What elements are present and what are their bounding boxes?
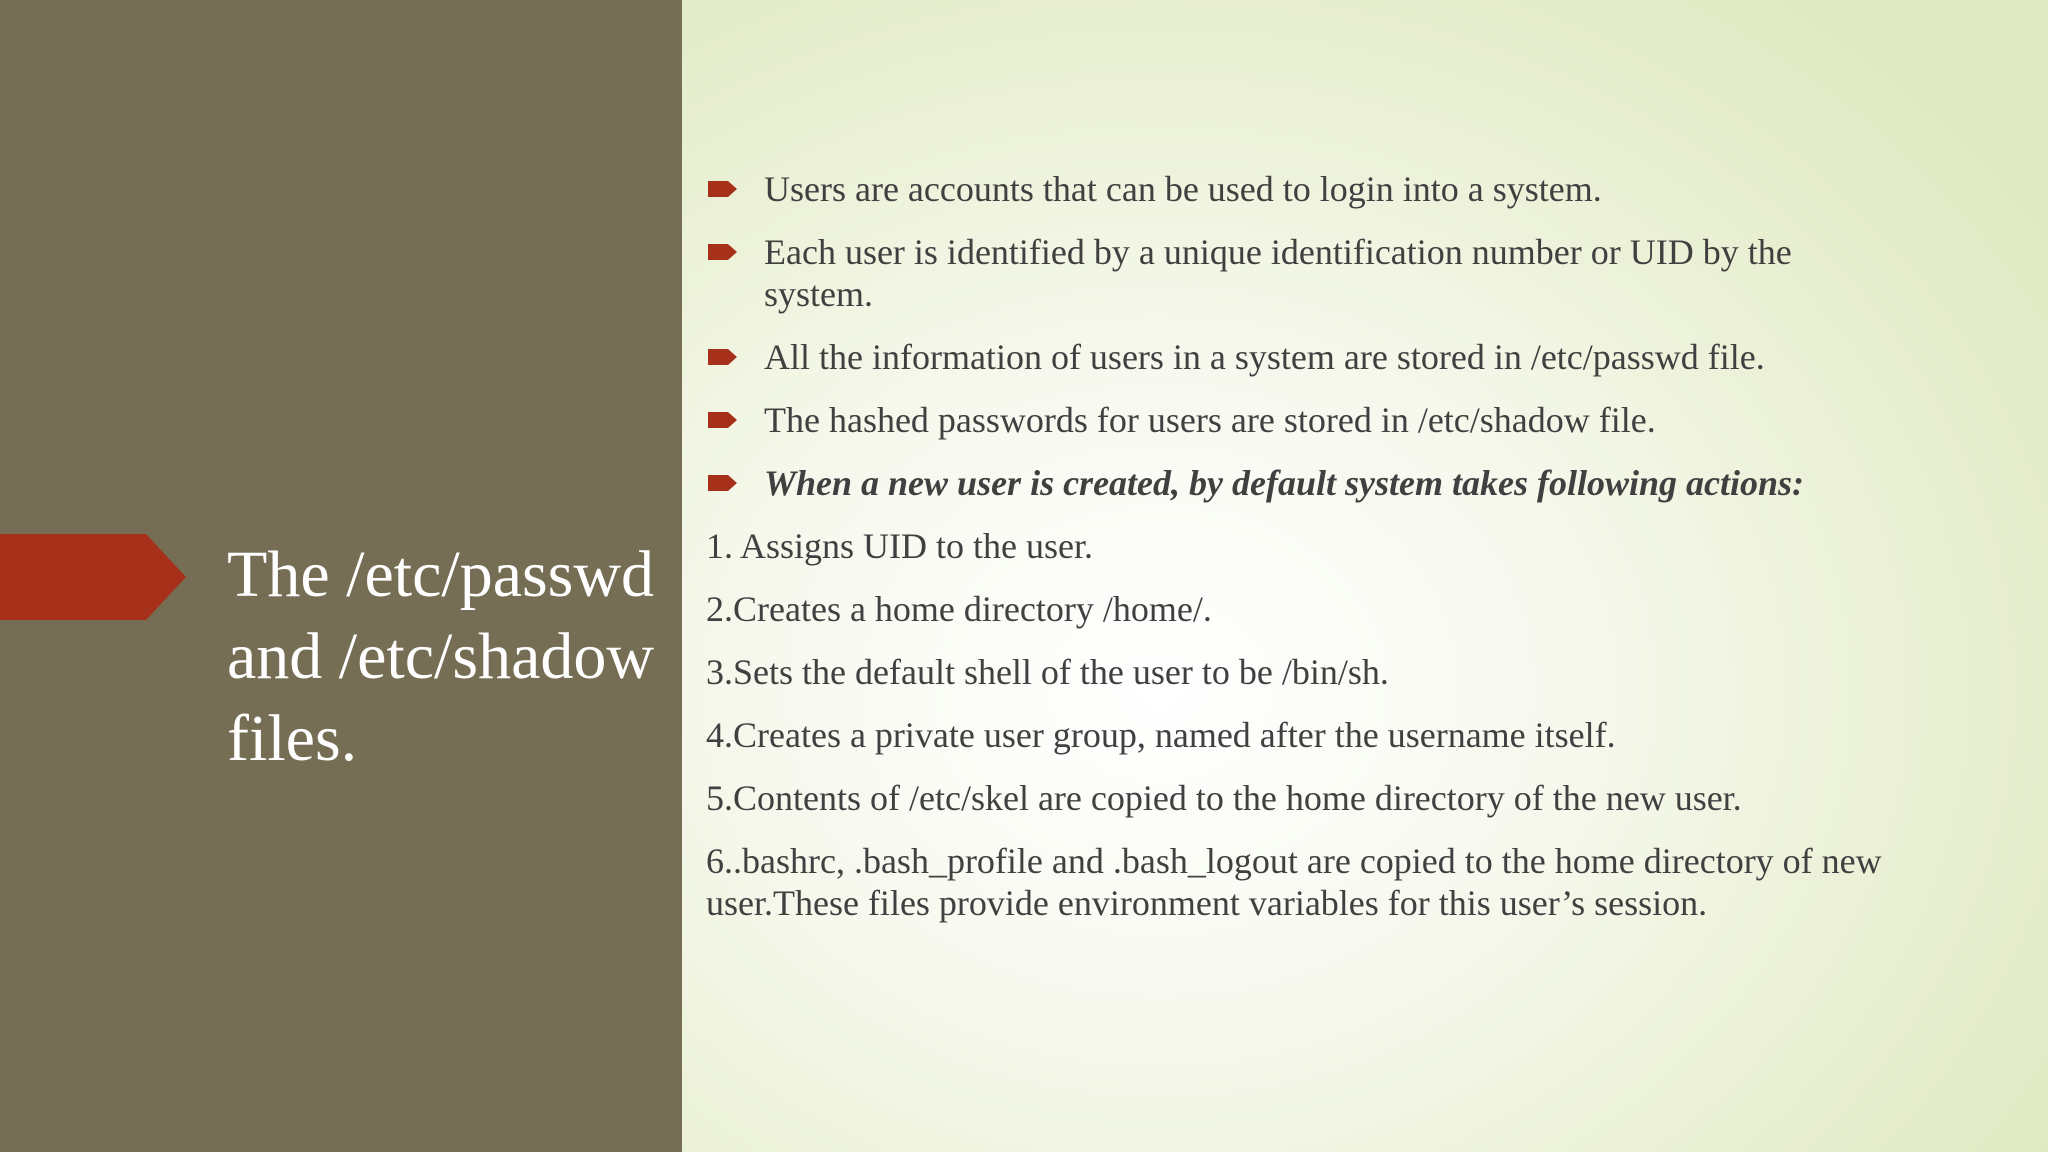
bullet-text-emphasized: When a new user is created, by default system takes following actions:: [764, 463, 1804, 503]
bullet-item-5: [706, 462, 1906, 504]
step-list: [706, 525, 1906, 924]
arrow-bullet-icon: [708, 474, 738, 492]
arrow-bullet-icon: [708, 180, 738, 198]
step-item-3: 3.Sets the default shell of the user to be /bin/sh.: [706, 652, 1389, 692]
step-item-6: 6..bashrc, .bash_profile and .bash_logout are copied to the home directory of new user.These files provide environment variables for this user’s session.: [706, 841, 1882, 923]
bullet-text: The hashed passwords for users are stored in /etc/shadow file.: [764, 400, 1656, 440]
step-item-2: 2.Creates a home directory /home/.: [706, 589, 1212, 629]
bullet-item-2: [706, 231, 1906, 315]
title-panel: [0, 0, 682, 1152]
step-item-1: 1. Assigns UID to the user.: [706, 526, 1093, 566]
bullet-item-4: [706, 399, 1906, 441]
arrow-bullet-icon: [708, 411, 738, 429]
arrow-bullet-icon: [708, 243, 738, 261]
bullet-item-3: [706, 336, 1906, 378]
bullet-text: Users are accounts that can be used to login into a system.: [764, 169, 1602, 209]
bullet-text: Each user is identified by a unique identification number or UID by the system.: [764, 232, 1792, 314]
pentagon-arrow-icon: [0, 534, 186, 620]
arrow-bullet-icon: [708, 348, 738, 366]
slide-title: The /etc/passwd and /etc/shadow files.: [227, 538, 655, 775]
step-item-4: 4.Creates a private user group, named after the username itself.: [706, 715, 1616, 755]
step-item-5: 5.Contents of /etc/skel are copied to the home directory of the new user.: [706, 778, 1742, 818]
slide-content: [706, 168, 1906, 945]
bullet-list: [706, 168, 1906, 504]
bullet-item-1: [706, 168, 1906, 210]
bullet-text: All the information of users in a system are stored in /etc/passwd file.: [764, 337, 1765, 377]
